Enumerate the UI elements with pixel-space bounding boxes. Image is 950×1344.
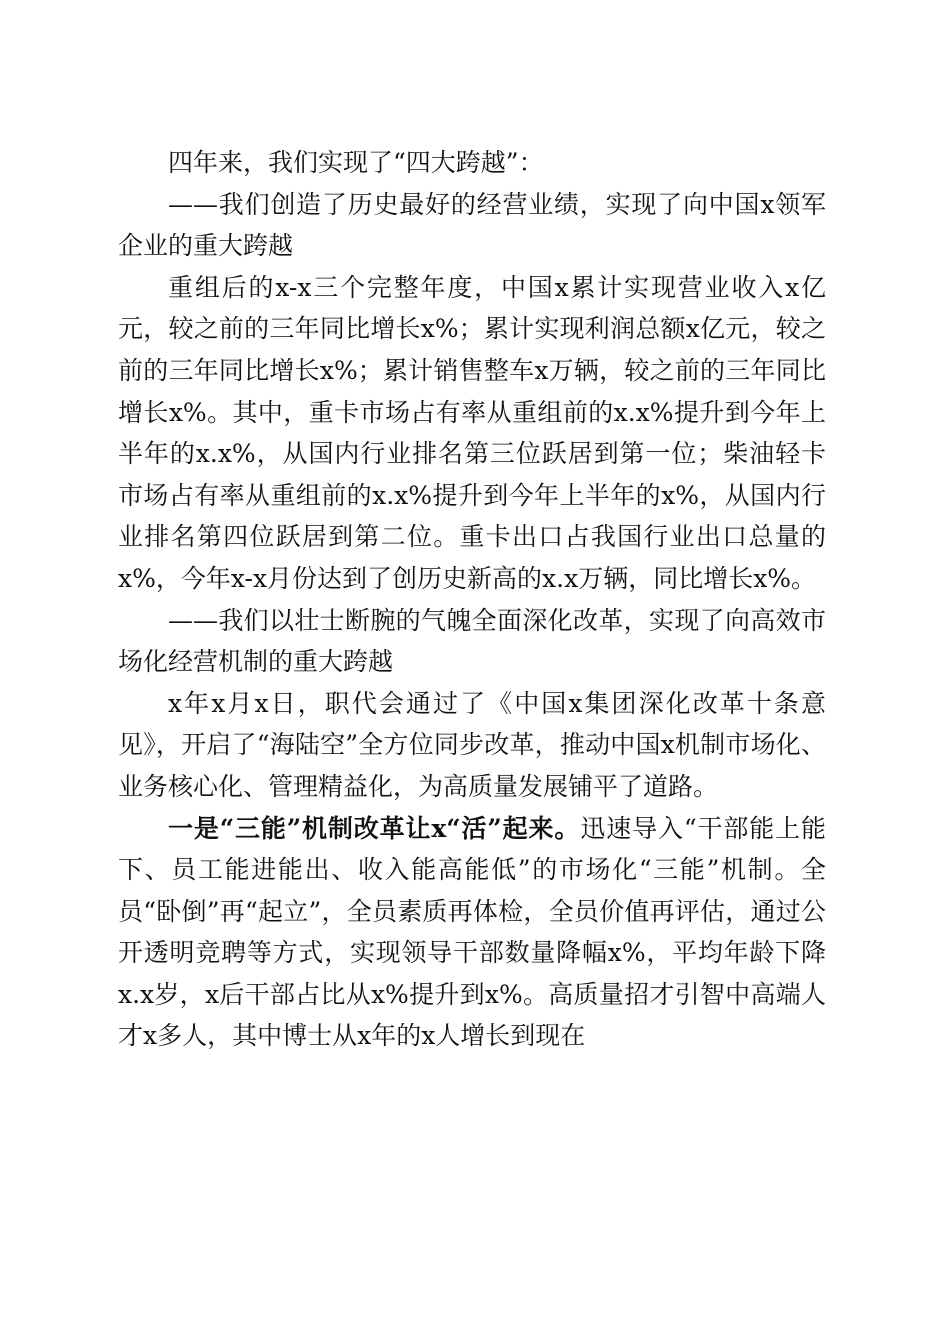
paragraph-intro: 四年来，我们实现了“四大跨越”： xyxy=(168,148,544,177)
paragraph-heading-reform: ——我们以壮士断腕的气魄全面深化改革，实现了向高效市场化经营机制的重大跨越 xyxy=(118,605,826,677)
paragraph-heading-performance: ——我们创造了历史最好的经营业绩，实现了向中国x领军企业的重大跨越 xyxy=(118,189,826,261)
paragraph-body-text: 迅速导入“干部能上能下、员工能进能出、收入能高能低”的市场化“三能”机制。全员“卧倒”再“起立”，全员素质再体检，全员价值再评估，通过公开透明竞聘等方式，实现领导干部数量降幅x%，平均年龄下降x.x岁，x后干部占比从x%提升到x%。高质量招才引智中高端人才x多人，其中博士从x年的x人增长到现在 xyxy=(118,813,826,1051)
paragraph-performance-details: 重组后的x-x三个完整年度，中国x累计实现营业收入x亿元，较之前的三年同比增长x%；累计实现利润总额x亿元，较之前的三年同比增长x%；累计销售整车x万辆，较之前的三年同比增长x%。其中，重卡市场占有率从重组前的x.x%提升到今年上半年的x.x%，从国内行业排名第三位跃居到第一位；柴油轻卡市场占有率从重组前的x.x%提升到今年上半年的x%，从国内行业排名第四位跃居到第二位。重卡出口占我国行业出口总量的x%，今年x-x月份达到了创历史新高的x.x万辆，同比增长x%。 xyxy=(118,272,826,593)
paragraph-reform-details: x年x月x日，职代会通过了《中国x集团深化改革十条意见》，开启了“海陆空”全方位同步改革，推动中国x机制市场化、业务核心化、管理精益化，为高质量发展铺平了道路。 xyxy=(118,688,826,801)
paragraph-bold-lead: 一是“三能”机制改革让x“活”起来。 xyxy=(168,813,581,843)
document-body xyxy=(118,142,826,1057)
paragraph-three-abilities xyxy=(118,808,826,1058)
